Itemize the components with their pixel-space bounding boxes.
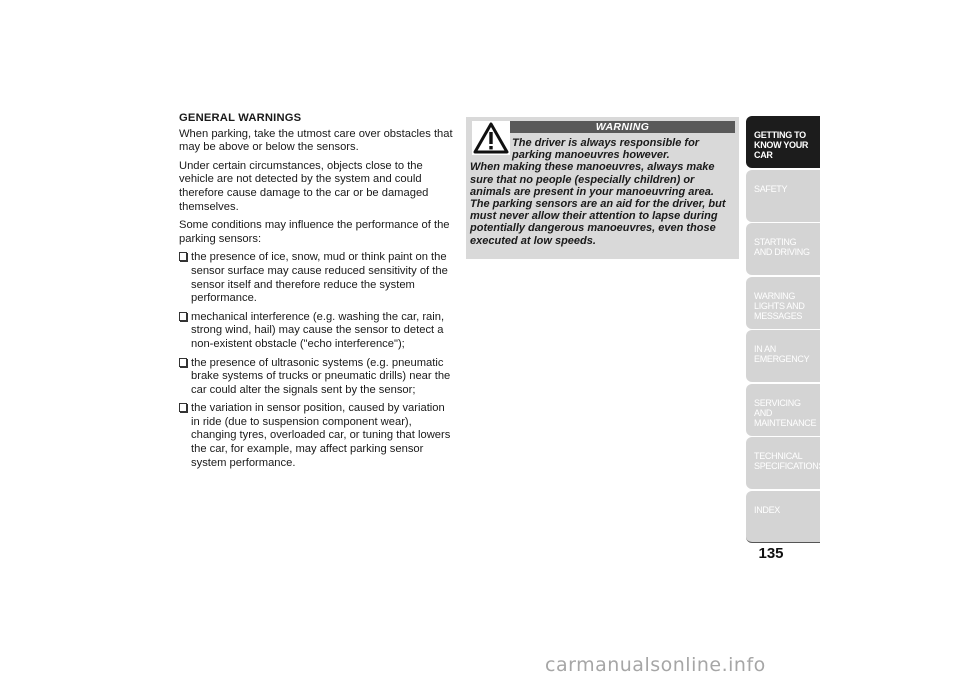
warning-label: WARNING: [510, 121, 735, 133]
tab-safety[interactable]: SAFETY: [746, 170, 820, 222]
list-item: [179, 251, 455, 305]
list-item-text: the variation in sensor position, caused by variation in ride (due to suspension component wear), changing tyres, overloaded car, or tuning that lowers the car, for example, may affect parking sensor system performance.: [191, 402, 451, 469]
paragraph: Under certain circumstances, objects close to the vehicle are not detected by the system and could therefore cause damage to the car or be damaged themselves.: [179, 159, 429, 213]
list-item-text: mechanical interference (e.g. washing the car, rain, strong wind, hail) may cause the sensor to detect a non-existent obstacle ("echo interference");: [191, 310, 445, 350]
warning-box: [466, 117, 739, 259]
section-heading: GENERAL WARNINGS: [179, 112, 302, 124]
tab-in-an-emergency[interactable]: IN AN EMERGENCY: [746, 330, 820, 382]
warning-text-rest: When making these manoeuvres, always make sure that no people (especially children) or animals are present in your manoeuvring area. The parking sensors are an aid for the driver, but must never allow their attention to lapse during potentially dangerous manoeuvres, even those executed at low speeds.: [470, 161, 726, 247]
list-item: [179, 311, 455, 352]
tab-starting-and-driving[interactable]: STARTING AND DRIVING: [746, 223, 820, 275]
checkbox-bullet-icon: [179, 252, 187, 261]
paragraph: When parking, take the utmost care over obstacles that may be above or below the sensors.: [179, 127, 453, 154]
tab-servicing-and-maintenance[interactable]: SERVICING AND MAINTENANCE: [746, 384, 820, 436]
page-number: 135: [758, 545, 784, 562]
tab-getting-to-know-your-car[interactable]: GETTING TO KNOW YOUR CAR: [746, 116, 820, 168]
tab-index[interactable]: INDEX: [746, 491, 820, 543]
chapter-tabs: [746, 116, 825, 544]
bullet-list: [179, 251, 455, 470]
checkbox-bullet-icon: [179, 403, 187, 412]
checkbox-bullet-icon: [179, 358, 187, 367]
warning-text: [470, 137, 733, 247]
watermark: carmanualsonline.info: [545, 654, 766, 676]
warning-text-first: The driver is always responsible for parking manoeuvres however.: [512, 137, 700, 162]
list-item-text: the presence of ultrasonic systems (e.g. pneumatic brake systems of trucks or pneumatic drills) near the car could alter the signals sent by the sensor;: [191, 356, 451, 396]
list-item-text: the presence of ice, snow, mud or think paint on the sensor surface may cause reduced sensitivity of the sensor itself and therefore reduce the system performance.: [191, 251, 448, 305]
paragraph: Some conditions may influence the performance of the parking sensors:: [179, 219, 450, 245]
list-item: [179, 357, 455, 398]
list-item: [179, 402, 455, 470]
left-column: [179, 112, 455, 475]
tab-technical-specifications[interactable]: TECHNICAL SPECIFICATIONS: [746, 437, 820, 489]
checkbox-bullet-icon: [179, 312, 187, 321]
tab-warning-lights-and-messages[interactable]: WARNING LIGHTS AND MESSAGES: [746, 277, 820, 329]
